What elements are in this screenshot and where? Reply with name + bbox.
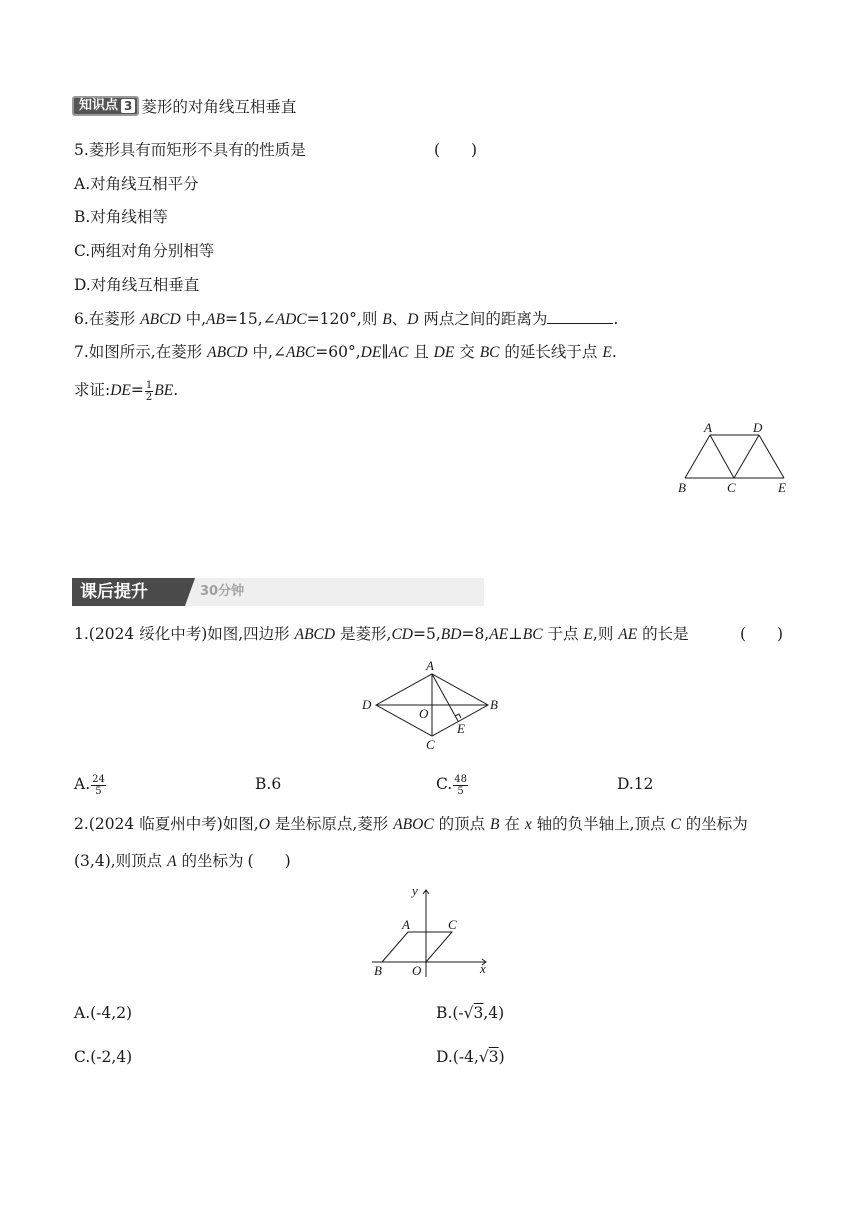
option-letter: C. — [436, 775, 453, 793]
p1-text: =5, — [413, 625, 441, 643]
p2-var: C — [670, 816, 681, 833]
q7-text: ∥ — [381, 343, 389, 361]
p2-option-c: C.(-2,4) — [74, 1048, 133, 1066]
option-letter: A. — [74, 775, 91, 793]
p1-var: BD — [440, 626, 462, 643]
fraction-denominator: 2 — [145, 391, 153, 403]
q5-option-d: D.对角线互相垂直 — [74, 276, 200, 294]
fraction-denominator: 5 — [95, 785, 102, 797]
p2-stem-line2 — [74, 851, 291, 872]
fraction-numerator: 24 — [92, 773, 105, 785]
p1-option-b: B.6 — [255, 775, 282, 793]
q7-var: ABCD — [207, 344, 248, 361]
q7-var: ABC — [285, 344, 316, 361]
label-b: B — [678, 480, 686, 495]
fraction-numerator: 48 — [454, 773, 467, 785]
q7-text: 且 — [408, 343, 434, 361]
fraction-numerator: 1 — [145, 379, 153, 391]
banner-time: 30分钟 — [200, 584, 245, 599]
segment-de — [759, 435, 784, 478]
p1-text: 是菱形, — [335, 625, 392, 643]
option-text: ,4) — [483, 1004, 505, 1022]
p1-var: E — [583, 626, 593, 643]
p2-text: 是坐标原点,菱形 — [269, 815, 394, 833]
p2-text: 的顶点 — [433, 815, 491, 833]
q7-var: AC — [388, 344, 409, 361]
q6-text: =120°,则 — [306, 310, 383, 328]
option-text: D.(-4, — [436, 1048, 479, 1066]
q6-text: 6.在菱形 — [74, 310, 141, 328]
sqrt-radicand: 3 — [488, 1048, 499, 1066]
q7-proof — [74, 378, 178, 403]
p2-var: A — [167, 853, 177, 870]
segment-dc — [734, 435, 759, 478]
q6-var: ADC — [275, 311, 307, 328]
label-b: B — [374, 963, 382, 978]
q7-var: BC — [479, 344, 500, 361]
q5-stem-text: 5.菱形具有而矩形不具有的性质是 — [74, 141, 306, 159]
option-c-fraction — [453, 774, 468, 797]
p1-var: ABCD — [294, 626, 336, 643]
p2-text: 在 — [499, 815, 525, 833]
p1-rhombus-figure — [356, 656, 506, 752]
q5-stem — [74, 140, 306, 160]
label-e: E — [457, 721, 465, 736]
sqrt-radicand: 3 — [473, 1004, 484, 1022]
option-text: ) — [498, 1048, 505, 1066]
label-e: E — [778, 480, 786, 495]
p2-text: 2.(2024 临夏州中考)如图, — [74, 815, 259, 833]
label-o: O — [419, 706, 429, 721]
p2-coordinate-figure — [364, 884, 496, 980]
p1-text: ,则 — [592, 625, 619, 643]
segment-ac — [710, 435, 734, 478]
p1-answer-paren: ( ) — [740, 625, 784, 643]
p1-option-d: D.12 — [617, 775, 654, 793]
q5-answer-paren: ( ) — [434, 141, 478, 159]
p1-var: CD — [391, 626, 413, 643]
p2-text: 轴的负半轴上,顶点 — [531, 815, 671, 833]
label-d: D — [362, 697, 372, 712]
q7-var: DE — [360, 344, 382, 361]
p2-option-d — [436, 1047, 505, 1067]
knowledge-point-tag — [72, 96, 139, 116]
q7-var: BE — [154, 382, 174, 399]
label-x: x — [480, 961, 486, 976]
segment-ab — [685, 435, 710, 478]
q6-stem — [74, 309, 618, 330]
p1-text: 于点 — [542, 625, 584, 643]
p1-option-a — [74, 772, 107, 797]
p2-text: 的坐标为 — [176, 852, 244, 870]
q5-option-b: B.对角线相等 — [74, 208, 168, 226]
label-a: A — [402, 917, 410, 932]
q6-text: 两点之间的距离为 — [418, 310, 548, 328]
p1-var: AE — [618, 626, 638, 643]
p2-var: ABOC — [393, 816, 434, 833]
q7-text: 中,∠ — [247, 343, 286, 361]
p1-option-c — [436, 772, 469, 797]
label-d: D — [753, 420, 763, 435]
q7-var: DE — [110, 382, 131, 399]
q6-text: . — [613, 310, 619, 328]
q7-proof-text: 求证: — [74, 381, 111, 399]
p1-text: ⊥ — [508, 625, 523, 643]
p2-option-a: A.(-4,2) — [74, 1004, 133, 1022]
q7-proof-text: . — [173, 381, 179, 399]
sqrt-sign-icon: √ — [463, 1004, 474, 1022]
q6-var: D — [407, 311, 419, 328]
p1-text: 的长是 — [637, 625, 689, 643]
p2-answer-paren: ( ) — [247, 852, 291, 870]
section-badge — [72, 96, 296, 116]
p2-text: (3,4),则顶点 — [74, 852, 168, 870]
rhombus-aboc — [382, 932, 452, 962]
q7-var: E — [602, 344, 612, 361]
label-c: C — [426, 737, 435, 752]
q7-rhombus-figure — [672, 418, 798, 498]
q7-fraction — [145, 380, 153, 403]
label-y: y — [412, 884, 418, 898]
q7-text: 交 — [454, 343, 480, 361]
section-title: 菱形的对角线互相垂直 — [141, 98, 297, 116]
label-c: C — [448, 917, 457, 932]
badge-label: 知识点 — [79, 98, 119, 113]
p1-text: 1.(2024 绥化中考)如图,四边形 — [74, 625, 295, 643]
q7-text: =60°, — [315, 343, 361, 361]
q5-option-a: A.对角线互相平分 — [74, 175, 199, 193]
p2-option-b — [436, 1003, 504, 1023]
p2-stem — [74, 814, 748, 835]
p1-stem — [74, 624, 689, 645]
label-o: O — [412, 963, 422, 978]
p2-text: 的坐标为 — [680, 815, 748, 833]
q7-text: 的延长线于点 — [499, 343, 603, 361]
label-c: C — [727, 480, 736, 495]
sqrt-sign-icon: √ — [478, 1048, 489, 1066]
q7-text: 7.如图所示,在菱形 — [74, 343, 208, 361]
q7-proof-text: = — [130, 381, 144, 399]
q6-text: =15,∠ — [224, 310, 276, 328]
q6-text: 中, — [180, 310, 207, 328]
q5-option-c: C.两组对角分别相等 — [74, 242, 215, 260]
p1-var: BC — [522, 626, 543, 643]
q7-text: . — [611, 343, 617, 361]
q6-answer-blank[interactable] — [547, 309, 613, 324]
label-a: A — [704, 420, 712, 435]
q7-var: DE — [433, 344, 455, 361]
q6-var: B — [382, 311, 392, 328]
q7-stem — [74, 342, 617, 363]
badge-number: 3 — [121, 99, 135, 113]
q6-var: ABCD — [140, 311, 181, 328]
label-b: B — [490, 697, 498, 712]
p2-var: x — [524, 816, 532, 833]
p1-text: =8, — [461, 625, 490, 643]
p2-var: O — [258, 816, 270, 833]
p2-var: B — [490, 816, 500, 833]
fraction-denominator: 5 — [457, 785, 464, 797]
q6-text: 、 — [391, 310, 408, 328]
banner-label: 课后提升 — [72, 578, 182, 606]
after-class-banner — [72, 578, 484, 606]
q6-var: AB — [206, 311, 225, 328]
option-text: B.(- — [436, 1004, 464, 1022]
label-a: A — [426, 658, 434, 673]
p1-var: AE — [489, 626, 509, 643]
option-a-fraction — [91, 774, 106, 797]
